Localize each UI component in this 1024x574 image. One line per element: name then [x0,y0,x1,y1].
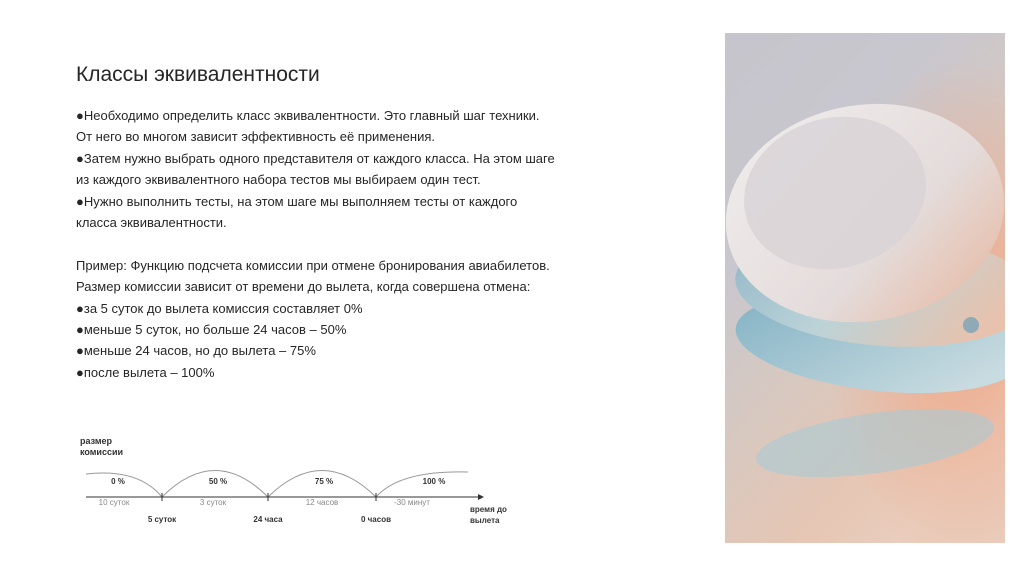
representative-label-4: -30 минут [394,498,430,507]
commission-diagram-svg [78,430,518,534]
x-axis-label-line1: время до [470,505,507,514]
boundary-label-2: 24 часа [253,515,283,524]
percent-label-50: 50 % [208,477,228,486]
representative-label-2: 3 суток [199,498,227,507]
example-item-2: ●меньше 5 суток, но больше 24 часов – 50% [76,322,347,338]
representative-label-3: 12 часов [305,498,339,507]
y-axis-label-line2: комиссии [80,447,124,457]
example-intro: Пример: Функцию подсчета комиссии при отмене бронирования авиабилетов. Размер комиссии зависит от времени до вылета, когда совершена отмена: [76,257,550,295]
step-paragraph-1: ●Необходимо определить класс эквивалентности. Это главный шаг техники. От него во многом зависит эффективность её применения. [76,108,540,145]
paragraph-gap [76,233,556,254]
percent-label-75: 75 % [314,477,334,486]
commission-diagram [78,430,518,534]
percent-label-100: 100 % [422,477,446,486]
slide-title: Классы эквивалентности [76,63,320,86]
slide-body [76,105,556,383]
boundary-label-1: 5 суток [147,515,177,524]
step-paragraph-3: ●Нужно выполнить тесты, на этом шаге мы выполняем тесты от каждого класса эквивалентности. [76,193,518,231]
abstract-discs-svg [725,33,1005,543]
example-item-4: ●после вылета – 100% [76,364,215,380]
boundary-label-3: 0 часов [360,515,392,524]
step-paragraph-2: ●Затем нужно выбрать одного представителя от каждого класса. На этом шаге из каждого эквивалентного набора тестов мы выбираем один тест. [76,150,555,188]
x-axis-label-line2: вылета [470,516,500,525]
abstract-discs-image [725,33,1005,543]
example-item-1: ●за 5 суток до вылета комиссия составляет 0% [76,300,363,316]
example-item-3: ●меньше 24 часов, но до вылета – 75% [76,343,316,359]
axis-arrowhead [478,494,484,500]
y-axis-label-line1: размер [80,436,113,446]
percent-label-0: 0 % [111,477,125,486]
representative-label-1: 10 суток [98,498,130,507]
